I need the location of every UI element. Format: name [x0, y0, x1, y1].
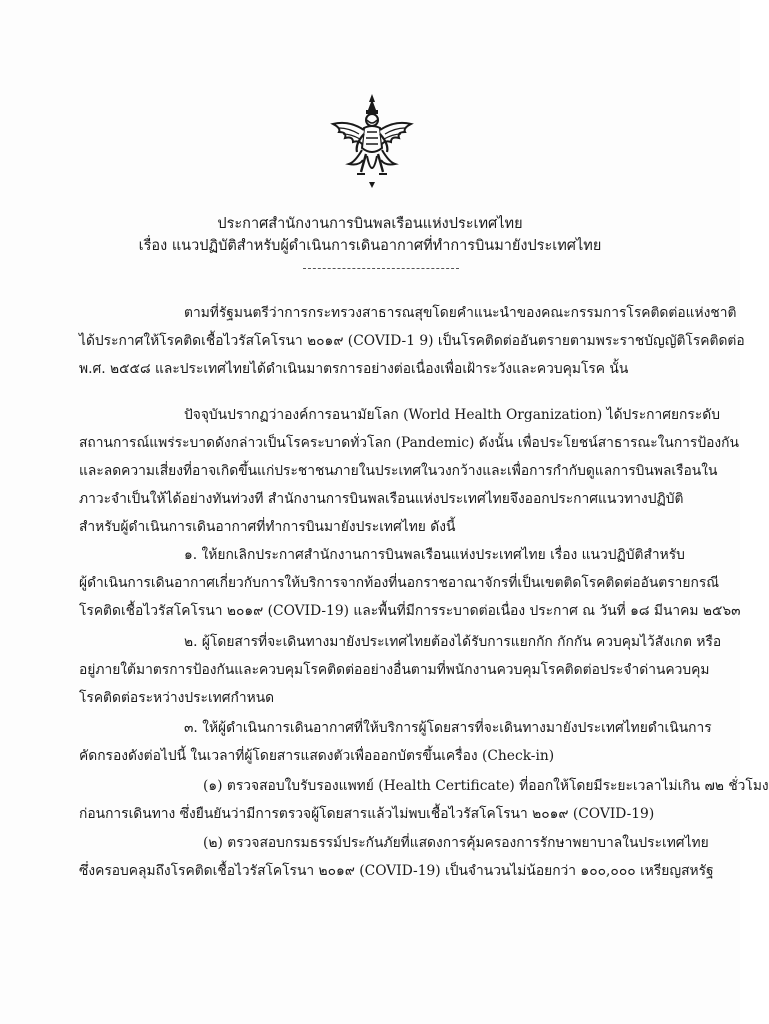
paragraph-line: ซึ่งครอบคลุมถึงโรคติดเชื้อไวรัสโคโรนา ๒๐๑๙ (COVID-19) เป็นจำนวนไม่น้อยกว่า ๑๐๐,๐๐๐ เหรียญสหรัฐ [79, 863, 714, 879]
paragraph-line: ได้ประกาศให้โรคติดเชื้อไวรัสโคโรนา ๒๐๑๙ (COVID-1 9) เป็นโรคติดต่ออันตรายตามพระราชบัญญัติโรคติดต่อ [79, 333, 745, 349]
paragraph-line: ๓. ให้ผู้ดำเนินการเดินอากาศที่ให้บริการผู้โดยสารที่จะเดินทางมายังประเทศไทยดำเนินการ [184, 720, 712, 736]
paragraph-line: ตามที่รัฐมนตรีว่าการกระทรวงสาธารณสุขโดยคำแนะนำของคณะกรรมการโรคติดต่อแห่งชาติ [184, 305, 737, 321]
paragraph-line: สำหรับผู้ดำเนินการเดินอากาศที่ทำการบินมายังประเทศไทย ดังนี้ [79, 519, 456, 535]
paragraph-line: คัดกรองดังต่อไปนี้ ในเวลาที่ผู้โดยสารแสดงตัวเพื่อออกบัตรขึ้นเครื่อง (Check-in) [79, 748, 555, 764]
paragraph-line: ปัจจุบันปรากฏว่าองค์การอนามัยโลก (World Health Organization) ได้ประกาศยกระดับ [184, 407, 720, 423]
paragraph-line: ๒. ผู้โดยสารที่จะเดินทางมายังประเทศไทยต้องได้รับการแยกกัก กักกัน ควบคุมไว้สังเกต หรือ [184, 634, 722, 650]
paragraph-line: ภาวะจำเป็นให้ได้อย่างทันท่วงที สำนักงานการบินพลเรือนแห่งประเทศไทยจึงออกประกาศแนวทางปฏิบัติ [79, 491, 684, 507]
paragraph-line: อยู่ภายใต้มาตรการป้องกันและควบคุมโรคติดต่ออย่างอื่นตามที่พนักงานควบคุมโรคติดต่อประจำด่านควบคุม [79, 662, 710, 678]
paragraph-line: สถานการณ์แพร่ระบาดดังกล่าวเป็นโรคระบาดทั่วโลก (Pandemic) ดังนั้น เพื่อประโยชน์สาธารณะในการป้องกัน [79, 435, 739, 451]
paragraph-line: และลดความเสี่ยงที่อาจเกิดขึ้นแก่ประชาชนภายในประเทศในวงกว้างและเพื่อการกำกับดูแลการบินพลเรือนใน [79, 463, 718, 479]
paragraph-line: พ.ศ. ๒๕๕๘ และประเทศไทยได้ดำเนินมาตรการอย่างต่อเนื่องเพื่อเฝ้าระวังและควบคุมโรค นั้น [79, 361, 629, 377]
paragraph-line: (๑) ตรวจสอบใบรับรองแพทย์ (Health Certificate) ที่ออกให้โดยมีระยะเวลาไม่เกิน ๗๒ ชั่วโมง [203, 778, 769, 794]
paragraph-line: โรคติดเชื้อไวรัสโคโรนา ๒๐๑๙ (COVID-19) และพื้นที่มีการระบาดต่อเนื่อง ประกาศ ณ วันที่ ๑๘ มีนาคม ๒๕๖๓ [79, 603, 741, 619]
garuda-emblem-icon [329, 92, 415, 190]
paragraph-line: ก่อนการเดินทาง ซึ่งยืนยันว่ามีการตรวจผู้โดยสารแล้วไม่พบเชื้อไวรัสโคโรนา ๒๐๑๙ (COVID-19) [79, 806, 655, 822]
paragraph-line: ผู้ดำเนินการเดินอากาศเกี่ยวกับการให้บริการจากท้องที่นอกราชอาณาจักรที่เป็นเขตติดโรคติดต่ออันตรายกรณี [79, 575, 720, 591]
title-separator [303, 268, 459, 269]
document-subject: เรื่อง แนวปฏิบัติสำหรับผู้ดำเนินการเดินอากาศที่ทำการบินมายังประเทศไทย [138, 238, 602, 254]
paragraph-line: (๒) ตรวจสอบกรมธรรม์ประกันภัยที่แสดงการคุ้มครองการรักษาพยาบาลในประเทศไทย [203, 835, 709, 851]
document-title: ประกาศสำนักงานการบินพลเรือนแห่งประเทศไทย [217, 216, 523, 232]
paragraph-line: โรคติดต่อระหว่างประเทศกำหนด [79, 690, 275, 706]
paragraph-line: ๑. ให้ยกเลิกประกาศสำนักงานการบินพลเรือนแห่งประเทศไทย เรื่อง แนวปฏิบัติสำหรับ [184, 547, 685, 563]
